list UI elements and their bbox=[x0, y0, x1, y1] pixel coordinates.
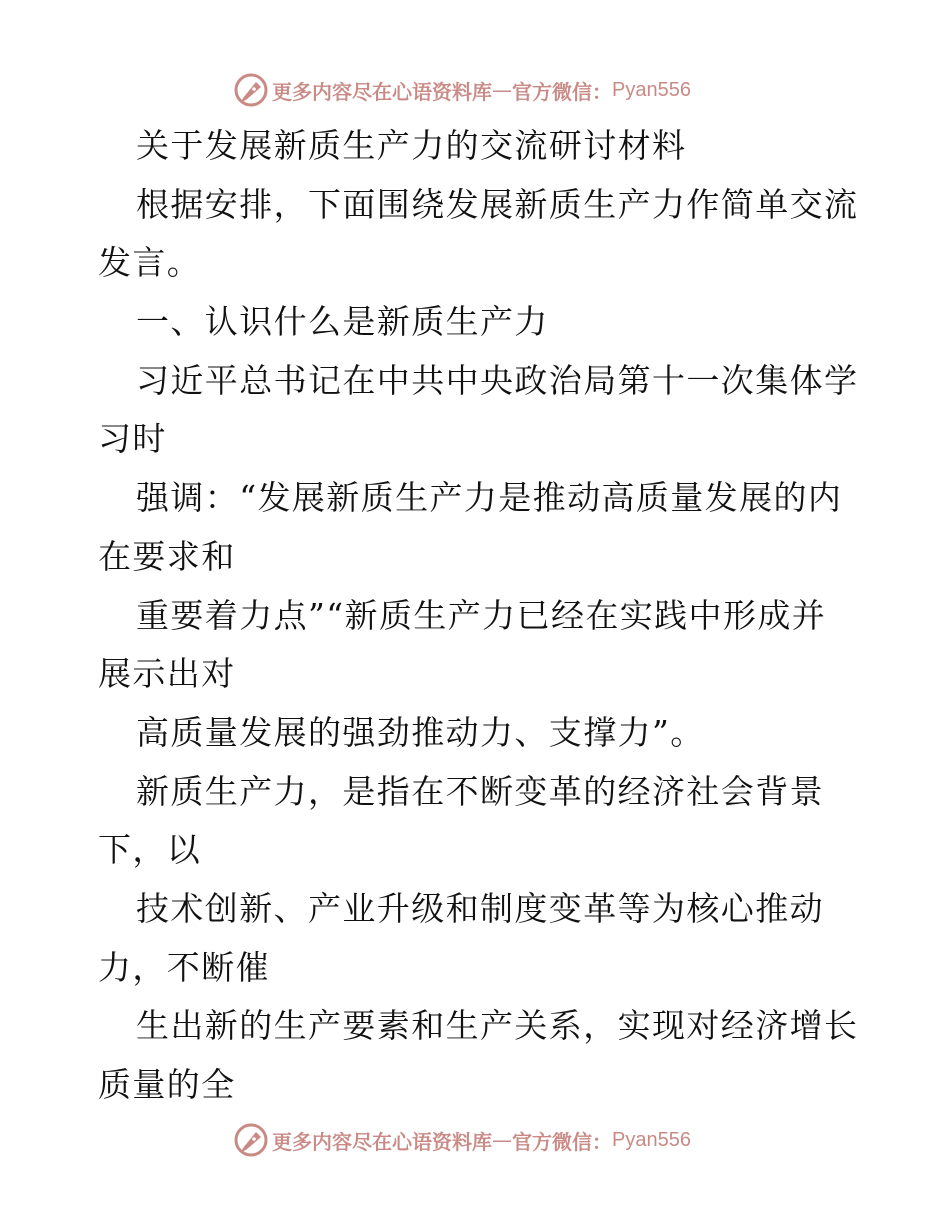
watermark-wechat-id: Pyan556 bbox=[612, 78, 691, 101]
watermark-wechat-id: Pyan556 bbox=[612, 1128, 691, 1151]
paragraph-line: 下，以 bbox=[98, 830, 202, 870]
paragraph-line: 质量的全 bbox=[98, 1065, 236, 1104]
paragraph-line: 强调：“发展新质生产力是推动高质量发展的内 bbox=[136, 478, 843, 518]
watermark-separator: — bbox=[492, 78, 512, 102]
paragraph-line: 生出新的生产要素和生产关系，实现对经济增长 bbox=[136, 1006, 859, 1046]
paragraph-line: 新质生产力，是指在不断变革的经济社会背景 bbox=[136, 771, 824, 811]
pen-nib-logo-icon bbox=[234, 73, 268, 107]
paragraph-line: 力，不断催 bbox=[98, 947, 270, 987]
document-title: 关于发展新质生产力的交流研讨材料 bbox=[136, 126, 687, 165]
watermark-wechat-label: 官方微信： bbox=[512, 1129, 612, 1154]
pen-nib-logo-icon bbox=[234, 1123, 268, 1157]
paragraph-line: 习近平总书记在中共中央政治局第十一次集体学 bbox=[136, 360, 859, 400]
document-body bbox=[98, 117, 858, 1115]
paragraph-line: 重要着力点”“新质生产力已经在实践中形成并 bbox=[136, 595, 827, 635]
paragraph-line: 展示出对 bbox=[98, 654, 236, 694]
watermark-brand: 更多内容尽在心语资料库 bbox=[272, 1129, 492, 1154]
paragraph-line: 高质量发展的强劲推动力、支撑力”。 bbox=[136, 712, 705, 752]
section-heading: 一、认识什么是新质生产力 bbox=[136, 302, 549, 342]
paragraph-line: 在要求和 bbox=[98, 536, 236, 576]
watermark-wechat-label: 官方微信： bbox=[512, 79, 612, 104]
paragraph-line: 根据安排，下面围绕发展新质生产力作简单交流 bbox=[136, 184, 859, 224]
watermark-brand: 更多内容尽在心语资料库 bbox=[272, 79, 492, 104]
header-watermark bbox=[234, 73, 691, 107]
paragraph-line: 技术创新、产业升级和制度变革等为核心推动 bbox=[136, 888, 824, 928]
footer-watermark bbox=[234, 1123, 691, 1157]
watermark-separator: — bbox=[492, 1128, 512, 1152]
paragraph-line: 发言。 bbox=[98, 243, 202, 283]
paragraph-line: 习时 bbox=[98, 419, 167, 459]
